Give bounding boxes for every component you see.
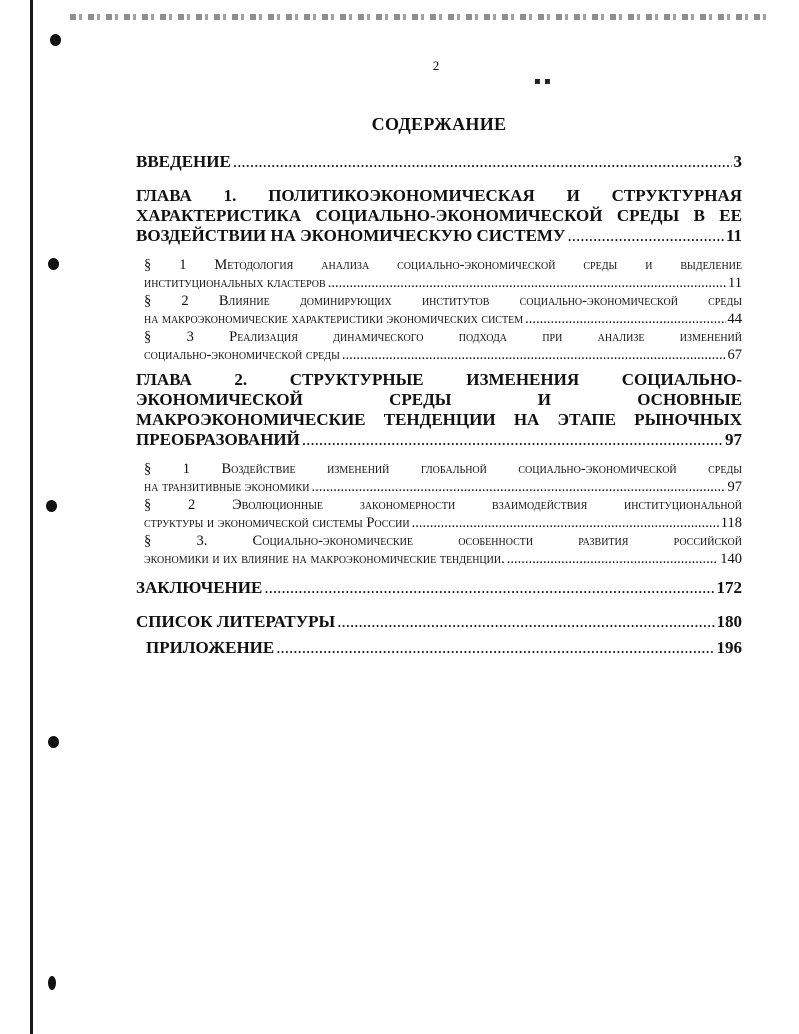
toc-entry-label-line: § 3 Реализация динамического подхода при анализе изменений (144, 329, 742, 345)
toc-entry-section-2-1[interactable] (136, 460, 742, 496)
toc-entry-label-line: экономики и их влияние на макроэкономические тенденции. (144, 551, 505, 567)
toc-page-number: 172 (716, 578, 742, 597)
toc-entry-label-line: § 2 Влияние доминирующих институтов социально-экономической среды (144, 293, 742, 309)
dot-leader (312, 478, 726, 496)
toc-page-number: 11 (725, 226, 742, 245)
dot-leader (264, 578, 714, 598)
toc-entry-label-line: МАКРОЭКОНОМИЧЕСКИЕ ТЕНДЕНЦИИ НА ЭТАПЕ РЫНОЧНЫХ (136, 410, 742, 429)
toc-page-number: 118 (720, 515, 742, 531)
toc-entry-label-line: ХАРАКТЕРИСТИКА СОЦИАЛЬНО-ЭКОНОМИЧЕСКОЙ СРЕДЫ В ЕЕ (136, 206, 742, 225)
toc-entry-section-1-2[interactable] (136, 292, 742, 328)
toc-entry-label: ВВЕДЕНИЕ (136, 152, 231, 171)
toc-page-number: 196 (716, 638, 742, 657)
punch-hole-mark (50, 34, 61, 46)
toc-page-number: 3 (733, 152, 742, 171)
toc-entry-label-line: структуры и экономической системы России (144, 515, 410, 531)
punch-hole-mark (48, 736, 59, 748)
page-number: 2 (432, 58, 440, 73)
dot-leader (525, 310, 725, 328)
toc-entry-label-line: институциональных кластеров (144, 275, 326, 291)
dot-leader (337, 612, 714, 632)
dot-leader (412, 514, 719, 532)
toc-entry-references[interactable] (136, 612, 742, 632)
dot-leader (233, 152, 732, 172)
toc-entry-label-line: ВОЗДЕЙСТВИИ НА ЭКОНОМИЧЕСКУЮ СИСТЕМУ (136, 226, 566, 245)
toc-page-number: 11 (728, 275, 742, 291)
scan-top-smudge (70, 14, 770, 20)
toc-entry-label-line: на транзитивные экономики (144, 479, 310, 495)
punch-hole-mark (46, 500, 57, 512)
dot-leader (276, 638, 714, 658)
toc-entry-label-line: § 3. Социально-экономические особенности развития российской (144, 533, 742, 549)
toc-entry-label-line: § 1 Воздействие изменений глобальной социально-экономической среды (144, 461, 742, 477)
dot-leader (567, 226, 723, 246)
punch-hole-mark (48, 258, 59, 270)
toc-entry-label-line: ГЛАВА 2. СТРУКТУРНЫЕ ИЗМЕНЕНИЯ СОЦИАЛЬНО- (136, 370, 742, 389)
toc-entry-label: ЗАКЛЮЧЕНИЕ (136, 578, 263, 597)
toc-entry-label-line: § 1 Методология анализа социально-экономической среды и выделение (144, 257, 742, 273)
toc-entry-conclusion[interactable] (136, 578, 742, 598)
toc-entry-intro[interactable] (136, 152, 742, 172)
toc-page-number: 97 (725, 430, 742, 449)
toc-page-number: 97 (727, 479, 742, 495)
toc-entry-label-line: социально-экономической среды (144, 347, 340, 363)
toc-page-number: 44 (727, 311, 742, 327)
dot-leader (302, 430, 723, 450)
toc-page-number: 180 (716, 612, 742, 631)
toc-entry-label-line: ЭКОНОМИЧЕСКОЙ СРЕДЫ И ОСНОВНЫЕ (136, 390, 742, 409)
punch-hole-mark (48, 976, 56, 990)
toc-entry-chapter-2[interactable] (136, 370, 742, 450)
toc-entry-chapter-1[interactable] (136, 186, 742, 246)
toc-title: СОДЕРЖАНИЕ (371, 114, 507, 134)
toc-entry-label-line: ПРЕОБРАЗОВАНИЙ (136, 430, 300, 449)
scan-binding-edge (30, 0, 33, 1034)
toc-page-number: 140 (720, 551, 742, 567)
toc-entry-label: ПРИЛОЖЕНИЕ (146, 638, 275, 657)
dot-leader (507, 550, 719, 568)
toc-entry-label-line: на макроэкономические характеристики экономических систем (144, 311, 524, 327)
toc-page-number: 67 (727, 347, 742, 363)
dot-leader (328, 274, 726, 292)
table-of-contents (136, 152, 742, 658)
toc-entry-label-line: ГЛАВА 1. ПОЛИТИКОЭКОНОМИЧЕСКАЯ И СТРУКТУРНАЯ (136, 186, 742, 205)
dot-leader (342, 346, 726, 364)
toc-entry-section-2-3[interactable] (136, 532, 742, 568)
toc-entry-section-1-1[interactable] (136, 256, 742, 292)
toc-entry-section-2-2[interactable] (136, 496, 742, 532)
toc-entry-section-1-3[interactable] (136, 328, 742, 364)
toc-entry-label-line: § 2 Эволюционные закономерности взаимодействия институциональной (144, 497, 742, 513)
toc-entry-label: СПИСОК ЛИТЕРАТУРЫ (136, 612, 336, 631)
scan-speck: ▪ ▪ (534, 76, 551, 87)
toc-entry-appendix[interactable] (136, 638, 742, 658)
